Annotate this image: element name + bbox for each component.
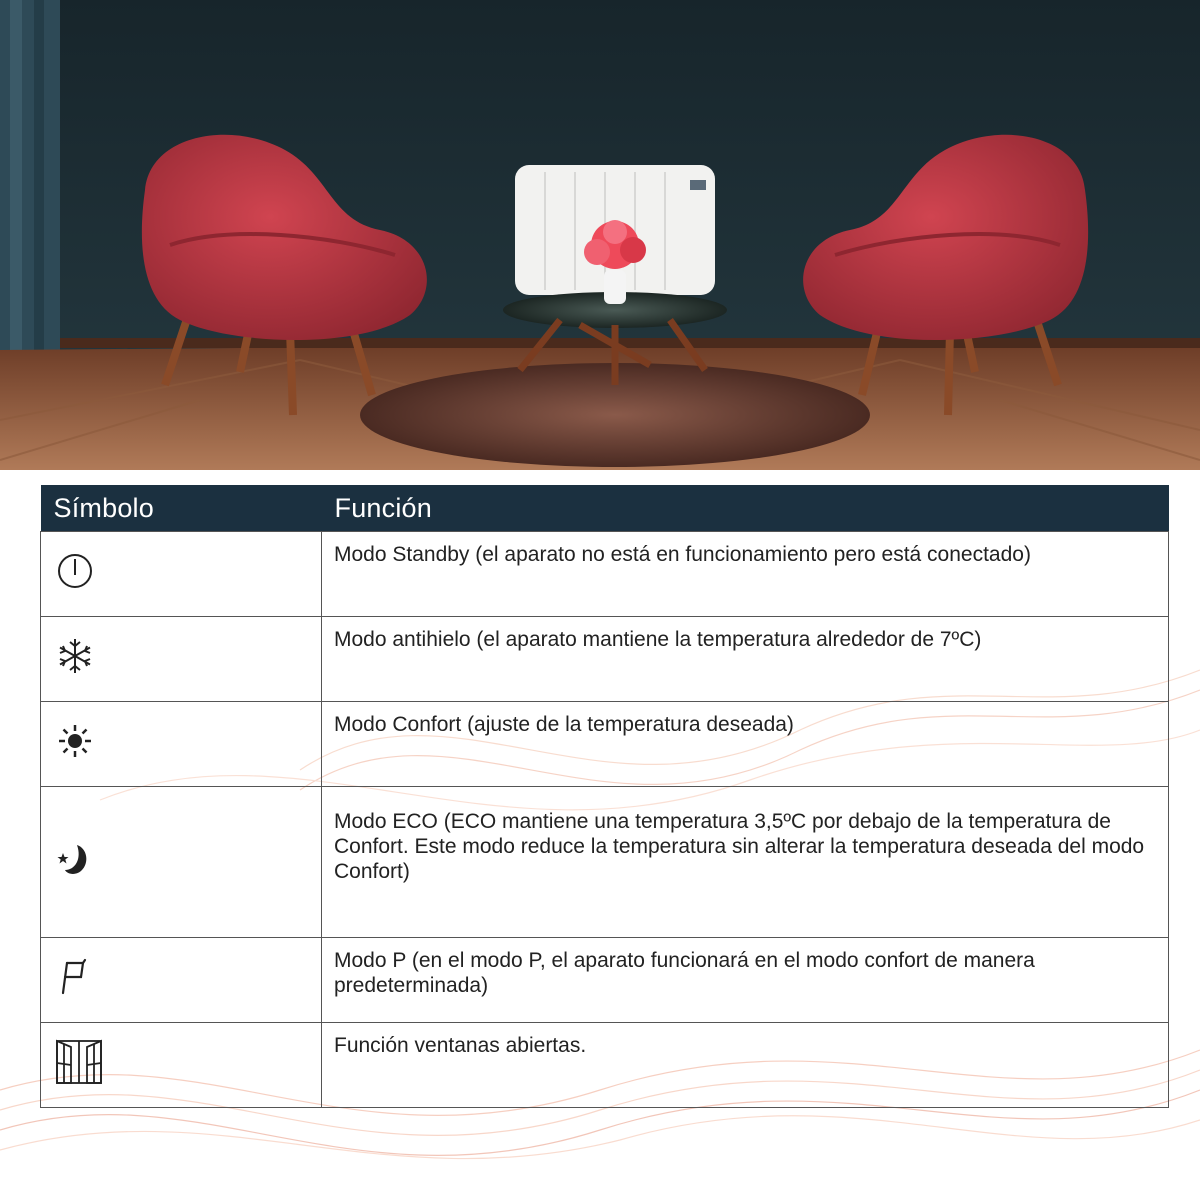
symbol-cell: [41, 938, 322, 1023]
symbol-cell: [41, 702, 322, 787]
function-cell: Modo P (en el modo P, el aparato funcionará en el modo confort de manera predeterminada): [322, 938, 1169, 1023]
header-function: Función: [322, 485, 1169, 532]
symbol-cell: [41, 1023, 322, 1108]
room-photo: [0, 0, 1200, 470]
symbol-cell: [41, 787, 322, 938]
table-row: [41, 938, 1169, 1023]
symbol-cell: [41, 532, 322, 617]
function-cell: Modo ECO (ECO mantiene una temperatura 3,5ºC por debajo de la temperatura de Confort. Este modo reduce la temperatura sin alterar la temperatura deseada del modo Confort): [322, 787, 1169, 938]
table-row: [41, 702, 1169, 787]
function-cell: Modo antihielo (el aparato mantiene la temperatura alrededor de 7ºC): [322, 617, 1169, 702]
table-row: [41, 787, 1169, 938]
p-mode-icon: [55, 957, 95, 997]
symbol-cell: [41, 617, 322, 702]
function-cell: Modo Confort (ajuste de la temperatura deseada): [322, 702, 1169, 787]
open-window-icon: [55, 1038, 103, 1086]
function-cell: Función ventanas abiertas.: [322, 1023, 1169, 1108]
table-row: [41, 532, 1169, 617]
function-legend-table: [40, 485, 1169, 1108]
room-scene-illustration: [0, 0, 1200, 470]
table-row: [41, 617, 1169, 702]
table-header-row: [41, 485, 1169, 532]
header-symbol: Símbolo: [41, 485, 322, 532]
moon-star-icon: [55, 839, 95, 879]
snowflake-icon: [55, 636, 95, 676]
function-cell: Modo Standby (el aparato no está en funcionamiento pero está conectado): [322, 532, 1169, 617]
table-row: [41, 1023, 1169, 1108]
sun-icon: [55, 721, 95, 761]
power-standby-icon: [55, 551, 95, 591]
